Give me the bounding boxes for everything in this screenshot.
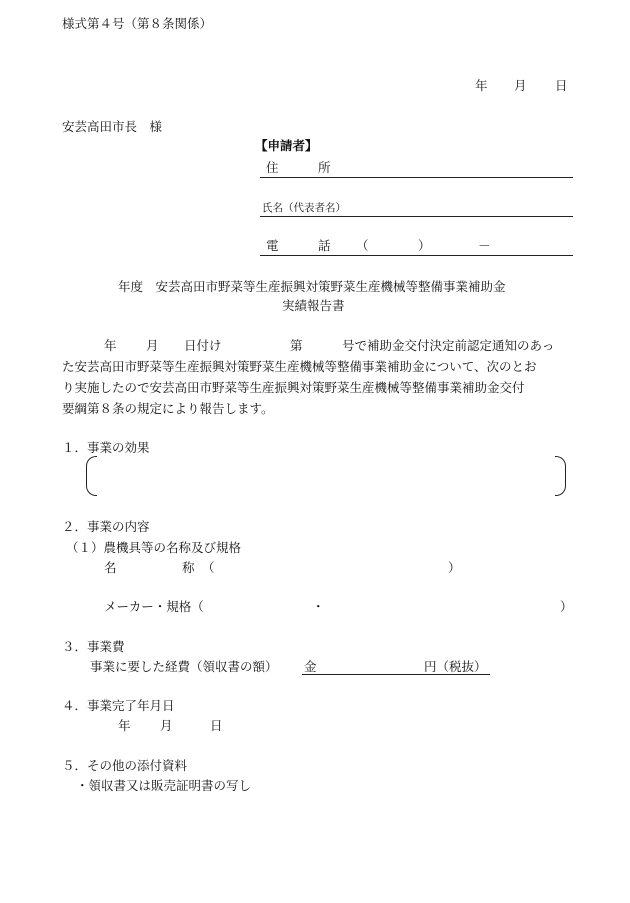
form-number: 様式第４号（第８条関係） (62, 16, 213, 31)
maker-spec-label: メーカー・規格（ (104, 599, 204, 614)
equipment-name-label-1: 名 (104, 560, 117, 575)
completion-year: 年 (118, 718, 131, 733)
section2-heading: ２．事業の内容 (62, 519, 150, 534)
body-year: 年 (104, 338, 117, 353)
phone-dash: － (478, 238, 491, 253)
cost-underline (302, 674, 490, 675)
completion-month: 月 (160, 718, 173, 733)
cost-kin: 金 (304, 659, 317, 674)
completion-day: 日 (210, 718, 223, 733)
phone-underline (260, 255, 573, 256)
name-underline (260, 216, 573, 217)
section3-heading: ３．事業費 (62, 639, 125, 654)
phone-close-paren: ） (418, 238, 431, 253)
name-label: 氏名（代表者名） (262, 202, 346, 214)
effect-bracket-left (86, 456, 97, 496)
addressee: 安芸高田市長 様 (62, 119, 163, 134)
phone-open-paren: （ (356, 238, 369, 253)
section2-subheading: （１）農機具等の名称及び規格 (66, 540, 242, 555)
body-line1-rest: 号で補助金交付決定前認定通知のあっ (342, 338, 555, 353)
equipment-name-label-2: 称 (182, 560, 195, 575)
address-underline (260, 177, 573, 178)
document-title-line2: 実績報告書 (282, 298, 345, 313)
attachment-item: ・領収書又は販売証明書の写し (76, 778, 252, 793)
body-month: 月 (146, 338, 159, 353)
applicant-header: 【申請者】 (255, 138, 318, 153)
section4-heading: ４．事業完了年月日 (62, 698, 175, 713)
cost-label: 事業に要した経費（領収書の額） (90, 659, 278, 674)
maker-spec-separator: ・ (312, 599, 325, 614)
document-title-line1: 年度 安芸高田市野菜等生産振興対策野菜生産機械等整備事業補助金 (118, 279, 506, 294)
body-line4: 要綱第８条の規定により報告します。 (62, 401, 274, 416)
body-dai: 第 (290, 338, 303, 353)
date-year: 年 (475, 78, 488, 93)
equipment-name-close: ） (448, 560, 461, 575)
address-label-2: 所 (318, 160, 331, 175)
section5-heading: ５．その他の添付資料 (62, 758, 188, 773)
body-line2: た安芸高田市野菜等生産振興対策野菜生産機械等整備事業補助金について、次のとお (62, 359, 537, 374)
body-line3: り実施したので安芸高田市野菜等生産振興対策野菜生産機械等整備事業補助金交付 (62, 380, 525, 395)
date-month: 月 (514, 78, 527, 93)
date-day: 日 (555, 78, 568, 93)
maker-spec-close: ） (560, 599, 573, 614)
equipment-name-open: （ (202, 560, 215, 575)
body-dated: 日付け (184, 338, 222, 353)
effect-bracket-right (555, 456, 566, 496)
cost-yen: 円（税抜） (424, 659, 487, 674)
section1-heading: １．事業の効果 (62, 440, 150, 455)
phone-label-2: 話 (318, 238, 331, 253)
phone-label-1: 電 (266, 238, 279, 253)
address-label-1: 住 (266, 160, 279, 175)
